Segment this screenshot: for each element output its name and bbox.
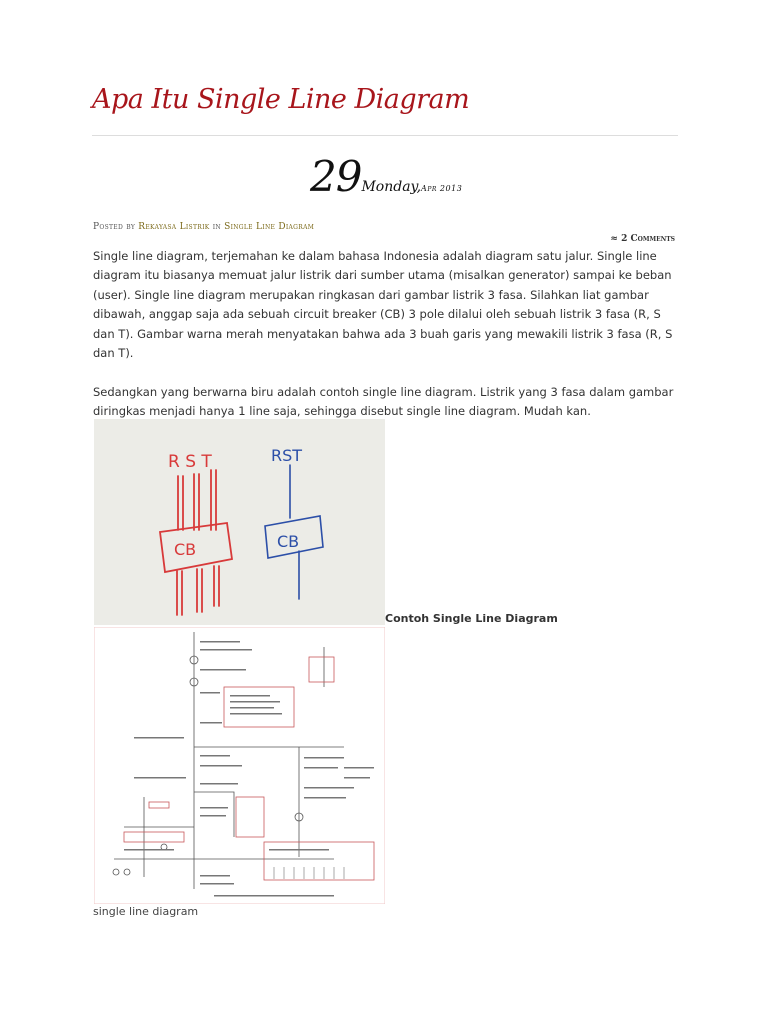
title-divider — [92, 135, 678, 136]
blue-phase-label: RST — [271, 446, 303, 465]
comments-link[interactable]: ≈ 2 Comments — [610, 234, 675, 244]
post-byline — [93, 222, 314, 232]
diagram-caption: single line diagram — [93, 905, 199, 918]
paragraph-intro: Single line diagram, terjemahan ke dalam bahasa Indonesia adalah diagram satu jalur. Single line diagram itu biasanya memuat jalur listrik dari sumber utama (misalkan generator) sampai ke beban (user). Single line diagram merupakan ringkasan dari gambar listrik 3 fasa. Silahkan liat gambar dibawah, anggap saja ada sebuah circuit breaker (CB) 3 pole dilalui oleh sebuah listrik 3 fasa (R, S dan T). Gambar warna merah menyatakan bahwa ada 3 buah garis yang mewakili listrik 3 fasa (R, S dan T). — [93, 249, 673, 361]
post-date — [310, 152, 462, 201]
red-cb-label: CB — [174, 540, 197, 559]
photo-caption: Contoh Single Line Diagram — [385, 612, 558, 625]
paragraph-explanation: Sedangkan yang berwarna biru adalah contoh single line diagram. Listrik yang 3 fasa dalam gambar diringkas menjadi hanya 1 line saja, sehingga disebut single line diagram. Mudah kan. — [93, 385, 674, 419]
red-phase-label: R S T — [168, 452, 212, 472]
in-label: in — [212, 222, 221, 232]
blue-cb-label: CB — [277, 532, 300, 551]
post-title[interactable]: Apa Itu Single Line Diagram — [92, 84, 470, 115]
cb-sketch-photo — [94, 419, 385, 625]
category-link[interactable]: Single Line Diagram — [224, 222, 315, 232]
author-link[interactable]: Rekayasa Listrik — [138, 222, 210, 232]
posted-by-label: Posted by — [93, 222, 136, 232]
single-line-diagram-image — [94, 627, 385, 904]
date-month-year: Apr 2013 — [421, 184, 463, 193]
date-weekday: Monday, — [361, 179, 422, 195]
date-day: 29 — [310, 152, 362, 201]
